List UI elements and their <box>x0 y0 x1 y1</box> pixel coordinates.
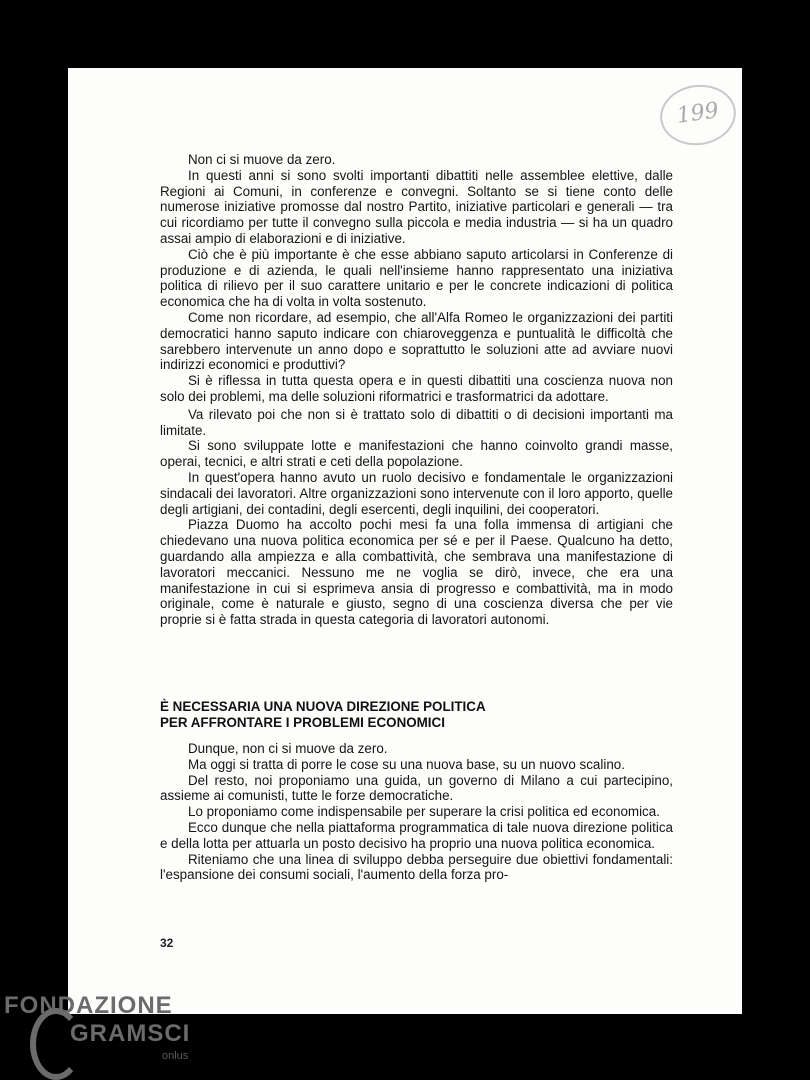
paragraph: Dunque, non ci si muove da zero. <box>188 741 388 756</box>
paragraph: Come non ricordare, ad esempio, che all'Alfa Romeo le organizzazioni dei partiti democratici hanno saputo indicare con chiaroveggenza e puntualità le difficoltà che sarebbero intervenute un anno dopo e soprattutto le soluzioni atte ad avviare nuovi indirizzi economici e produttivi? <box>160 309 673 373</box>
paragraph: Si sono sviluppate lotte e manifestazioni che hanno coinvolto grandi masse, operai, tecnici, e altri strati e ceti della popolazione. <box>160 438 673 470</box>
watermark-line-1: FONDAZIONE <box>4 992 173 1019</box>
paragraph: Piazza Duomo ha accolto pochi mesi fa una folla immensa di artigiani che chiedevano una nuova politica economica per sé e per il Paese. Qualcuno ha detto, guardando alla ampiezza e alla combattività, che sembrava una manifestazione di lavoratori meccanici. Nessuno me ne voglia se dirò, invece, che era una manifestazione in cui si esprimeva ansia di progresso e combattività, ma in modo originale, come è naturale e giusto, segno di una coscienza diversa che per vie proprie si è fatta strada in questa categoria di lavoratori autonomi. <box>160 517 673 628</box>
paragraph: Va rilevato poi che non si è trattato solo di dibattiti o di decisioni importanti ma limitate. <box>160 406 673 438</box>
watermark-logo <box>0 988 240 1080</box>
heading-line-2: PER AFFRONTARE I PROBLEMI ECONOMICI <box>160 714 445 730</box>
paragraph: Del resto, noi proponiamo una guida, un governo di Milano a cui partecipino, assieme ai comunisti, tutte le forze democratiche. <box>160 772 673 804</box>
paragraph: Ciò che è più importante è che esse abbiano saputo articolarsi in Conferenze di produzione e di azienda, le quali nell'insieme hanno rappresentato una iniziativa politica di rilievo per il suo carattere unitario e per le concrete indicazioni di politica economica che ha di volta in volta sostenuto. <box>160 246 673 310</box>
paragraph: Si è riflessa in tutta questa opera e in questi dibattiti una coscienza nuova non solo dei problemi, ma delle soluzioni riformatrici e trasformatrici da adottare. <box>160 373 673 404</box>
watermark-suffix: onlus <box>162 1050 189 1062</box>
paragraph: Lo proponiamo come indispensabile per superare la crisi politica ed economica. <box>188 804 660 820</box>
section-heading <box>160 699 673 731</box>
section1-text <box>160 152 673 628</box>
paragraph: In questi anni si sono svolti importanti dibattiti nelle assemblee elettive, dalle Regioni ai Comuni, in conferenze e convegni. Soltanto se si tiene conto delle numerose iniziative promosse dal nostro Partito, iniziative particolari e generali — tra cui ricordiamo per tutte il convegno sulla piccola e media industria — si ha un quadro assai ampio di elaborazioni e di iniziative. <box>160 167 673 246</box>
paragraph: Riteniamo che una linea di sviluppo debba perseguire due obiettivi fondamentali: l'espansione dei consumi sociali, l'aumento della forza pro- <box>160 851 673 883</box>
heading-line-1: È NECESSARIA UNA NUOVA DIREZIONE POLITICA <box>160 699 486 714</box>
watermark-line-2: GRAMSCI <box>70 1020 191 1047</box>
paragraph: Non ci si muove da zero. <box>188 152 336 167</box>
section2-text <box>160 741 673 883</box>
paragraph: Ma oggi si tratta di porre le cose su una nuova base, su un nuovo scalino. <box>188 756 625 772</box>
paragraph: Ecco dunque che nella piattaforma programmatica di tale nuova direzione politica e della lotta per attuarla un posto decisivo ha proprio una nuova politica economica. <box>160 819 673 851</box>
page-number: 32 <box>160 936 174 950</box>
paragraph: In quest'opera hanno avuto un ruolo decisivo e fondamentale le organizzazioni sindacali dei lavoratori. Altre organizzazioni sono intervenute con il loro apporto, quelle degli artigiani, dei contadini, degli esercenti, degli inquilini, dei cooperatori. <box>160 469 673 517</box>
archive-stamp: 199 <box>656 80 740 150</box>
